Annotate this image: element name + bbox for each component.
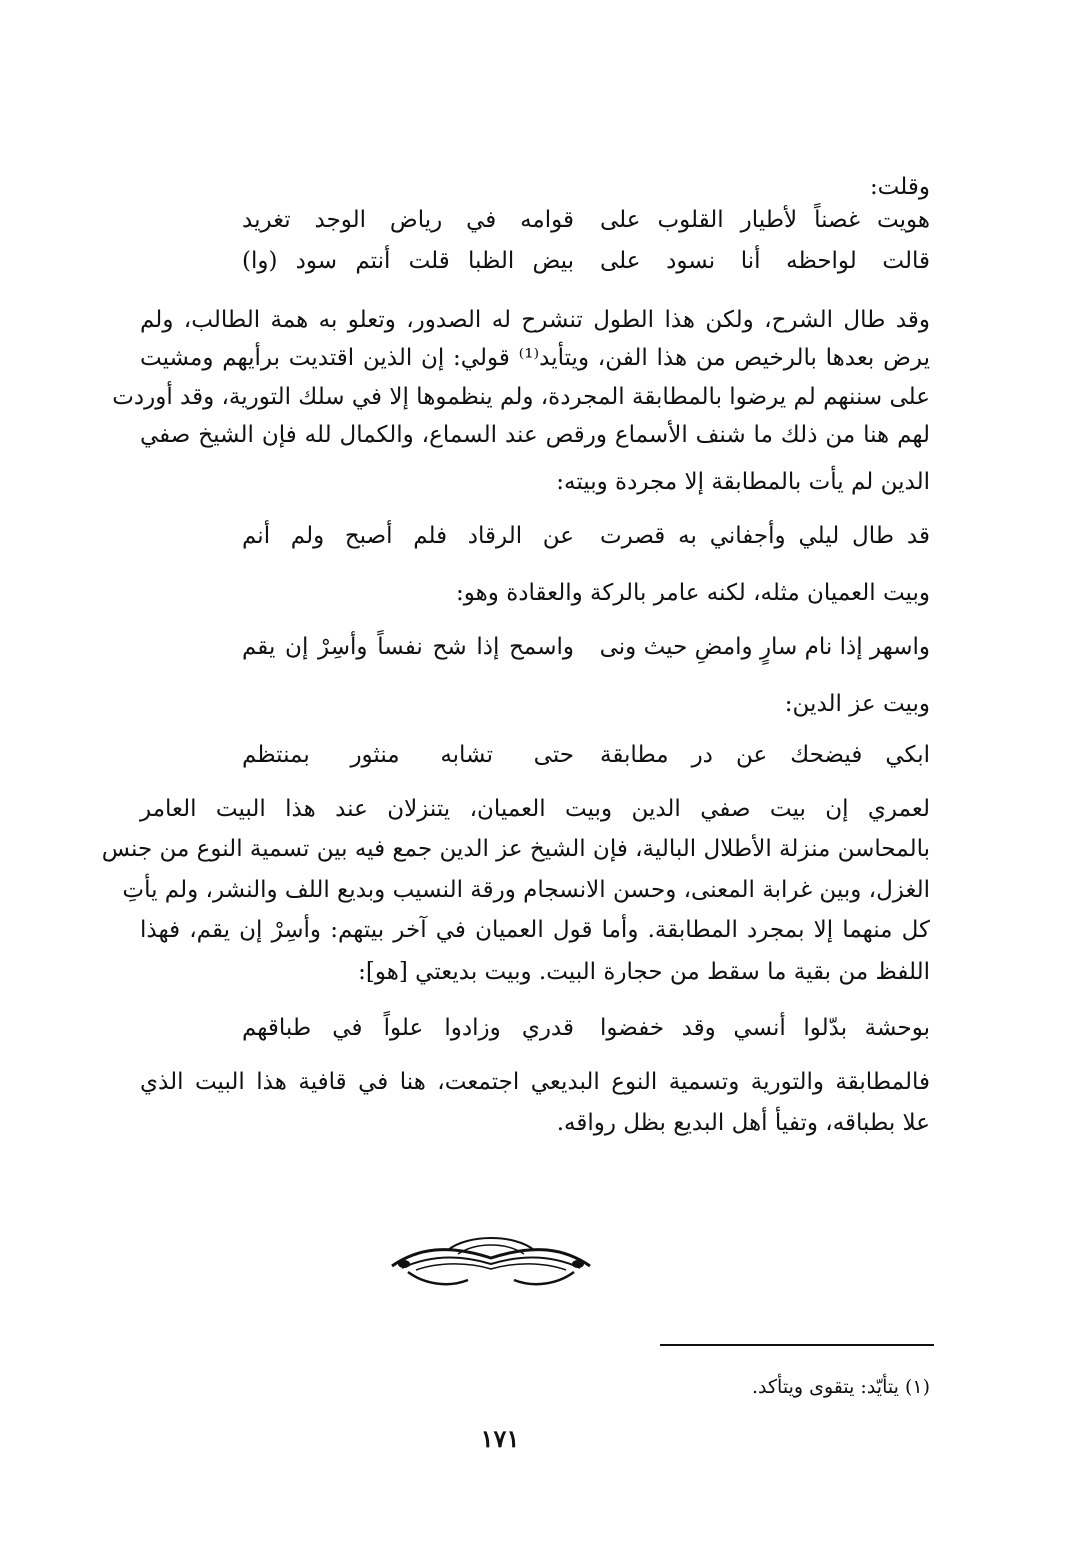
paragraph-1-line: الدين لم يأت بالمطابقة إلا مجردة وبيته: xyxy=(556,469,930,495)
verse-5-first-hemistich: ابكي فيضحك عن در مطابقة xyxy=(600,742,930,768)
paragraph-2-line: الغزل، وبين غرابة المعنى، وحسن الانسجام ورقة النسيب وبديع اللف والنشر، ولم يأتِ xyxy=(122,877,930,903)
verse-3-first-hemistich: قد طال ليلي وأجفاني به قصرت xyxy=(600,523,930,549)
footnote-divider xyxy=(660,1344,934,1346)
page-number: ١٧١ xyxy=(480,1424,520,1453)
umyan-intro-line: وبيت العميان مثله، لكنه عامر بالركة والعقادة وهو: xyxy=(456,580,930,606)
verse-6-first-hemistich: بوحشة بدّلوا أنسي وقد خفضوا xyxy=(600,1015,930,1041)
verse-2-second-hemistich: بيض الظبا قلت أنتم سود (وا) xyxy=(242,248,574,274)
paragraph-1-line: وقد طال الشرح، ولكن هذا الطول تنشرح له الصدور، وتعلو به همة الطالب، ولم xyxy=(140,307,930,333)
paragraph-2-line: كل منهما إلا بمجرد المطابقة. وأما قول العميان في آخر بيتهم: وأسِرْ إن يقم، فهذا xyxy=(140,917,930,943)
intro-heading: وقلت: xyxy=(869,174,930,200)
verse-6-second-hemistich: قدري وزادوا علواً في طباقهم xyxy=(242,1015,574,1041)
verse-4-second-hemistich: واسمح إذا شح نفساً وأسِرْ إن يقم xyxy=(242,634,574,660)
paragraph-2-line: لعمري إن بيت صفي الدين وبيت العميان، يتنزلان عند هذا البيت العامر xyxy=(140,796,930,822)
paragraph-1-line: يرض بعدها بالرخيص من هذا الفن، ويتأيد⁽¹⁾ قولي: إن الذين اقتديت برأيهم ومشيت xyxy=(140,345,930,371)
paragraph-1-line: على سننهم لم يرضوا بالمطابقة المجردة، ولم ينظموها إلا في سلك التورية، وقد أوردت xyxy=(112,384,930,410)
izz-heading: وبيت عز الدين: xyxy=(784,691,930,717)
paragraph-3-line: علا بطباقه، وتفيأ أهل البديع بظل رواقه. xyxy=(556,1110,930,1136)
verse-4-first-hemistich: واسهر إذا نام سارٍ وامضِ حيث ونى xyxy=(599,634,930,660)
flourish-ornament-icon xyxy=(388,1228,594,1292)
verse-5-second-hemistich: حتى تشابه منثور بمنتظم xyxy=(242,742,574,768)
verse-1-first-hemistich: هويت غصناً لأطيار القلوب على xyxy=(600,207,930,233)
paragraph-1-line: لهم هنا من ذلك ما شنف الأسماع ورقص عند السماع، والكمال لله فإن الشيخ صفي xyxy=(140,422,930,448)
paragraph-3-line: فالمطابقة والتورية وتسمية النوع البديعي اجتمعت، هنا في قافية هذا البيت الذي xyxy=(140,1069,930,1095)
paragraph-2-line: اللفظ من بقية ما سقط من حجارة البيت. وبيت بديعتي [هو]: xyxy=(358,959,930,985)
verse-1-second-hemistich: قوامه في رياض الوجد تغريد xyxy=(242,207,574,233)
footnote-1: (١) يتأيّد: يتقوى ويتأكد. xyxy=(751,1376,930,1398)
paragraph-2-line: بالمحاسن منزلة الأطلال البالية، فإن الشيخ عز الدين جمع فيه بين تسمية النوع من جنس xyxy=(101,836,930,862)
verse-2-first-hemistich: قالت لواحظه أنا نسود على xyxy=(600,248,930,274)
verse-3-second-hemistich: عن الرقاد فلم أصبح ولم أنم xyxy=(242,523,574,549)
